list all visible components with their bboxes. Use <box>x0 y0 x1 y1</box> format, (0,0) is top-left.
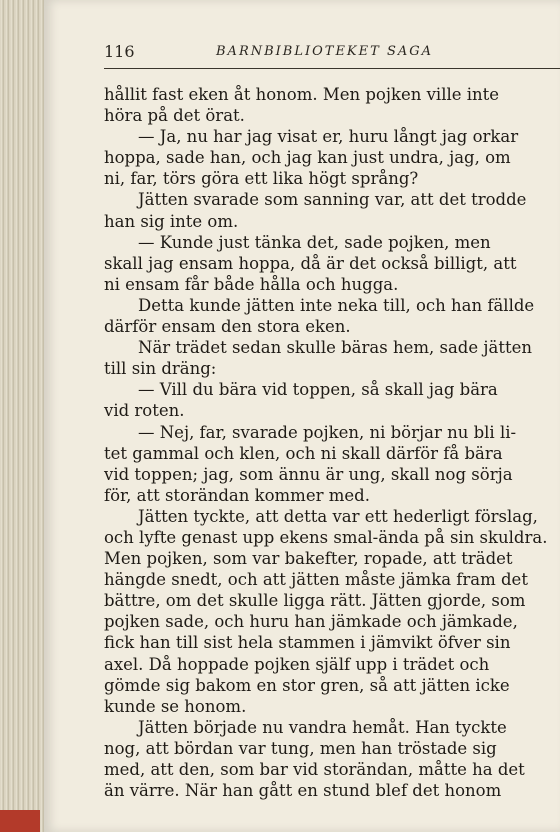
text-line: — Vill du bära vid toppen, så skall jag bära <box>138 380 498 400</box>
page-edges <box>0 0 44 832</box>
text-line: än värre. När han gått en stund blef det honom <box>104 781 502 801</box>
page-number: 116 <box>104 42 135 61</box>
text-line: nog, att bördan var tung, men han tröstade sig <box>104 738 497 758</box>
text-line: Jätten började nu vandra hemåt. Han tyckte <box>138 717 507 737</box>
body-text <box>104 84 560 801</box>
text-line: han sig inte om. <box>104 211 239 231</box>
text-line: och lyfte genast upp ekens smal-ända på sin skuldra. <box>104 527 548 547</box>
text-line: för, att storändan kommer med. <box>104 485 370 505</box>
text-line: — Nej, far, svarade pojken, ni börjar nu bli li- <box>138 422 517 442</box>
running-head: BARNBIBLIOTEKET SAGA <box>216 44 434 59</box>
text-line: bättre, om det skulle ligga rätt. Jätten gjorde, som <box>104 591 526 611</box>
text-line: Jätten tyckte, att detta var ett hederligt förslag, <box>138 506 538 526</box>
text-line: vid toppen; jag, som ännu är ung, skall nog sörja <box>104 464 513 484</box>
text-line: ni, far, törs göra ett lika högt språng? <box>104 169 419 189</box>
text-line: hängde snedt, och att jätten måste jämka fram det <box>104 570 528 590</box>
text-line: hoppa, sade han, och jag kan just undra, jag, om <box>104 148 511 168</box>
text-line: kunde se honom. <box>104 696 247 716</box>
text-line: Jätten svarade som sanning var, att det trodde <box>138 190 527 210</box>
text-line: med, att den, som bar vid storändan, måtte ha det <box>104 760 525 779</box>
text-line: tet gammal och klen, och ni skall därför få bära <box>104 443 503 463</box>
text-line: därför ensam den stora eken. <box>104 317 351 337</box>
text-line: höra på det örat. <box>104 106 245 126</box>
text-line: pojken sade, och huru han jämkade och jämkade, <box>104 612 518 632</box>
text-line: fick han till sist hela stammen i jämvikt öfver sin <box>104 633 511 653</box>
text-line: Detta kunde jätten inte neka till, och han fällde <box>138 295 535 315</box>
text-line: gömde sig bakom en stor gren, så att jätten icke <box>104 675 510 695</box>
text-line: hållit fast eken åt honom. Men pojken ville inte <box>104 85 500 104</box>
text-line: — Kunde just tänka det, sade pojken, men <box>138 232 491 252</box>
text-line: axel. Då hoppade pojken själf upp i trädet och <box>104 654 490 674</box>
text-line: ni ensam får både hålla och hugga. <box>104 274 399 294</box>
text-line: skall jag ensam hoppa, då är det också billigt, att <box>104 253 517 273</box>
text-line: vid roten. <box>104 401 185 421</box>
text-line: — Ja, nu har jag visat er, huru långt jag orkar <box>138 127 519 147</box>
header-rule <box>104 68 560 69</box>
bookmark-ribbon <box>0 810 40 832</box>
text-line: till sin dräng: <box>104 359 217 379</box>
text-line: Men pojken, som var bakefter, ropade, att trädet <box>104 549 513 569</box>
page-header <box>104 40 544 68</box>
text-line: När trädet sedan skulle bäras hem, sade jätten <box>138 338 532 358</box>
